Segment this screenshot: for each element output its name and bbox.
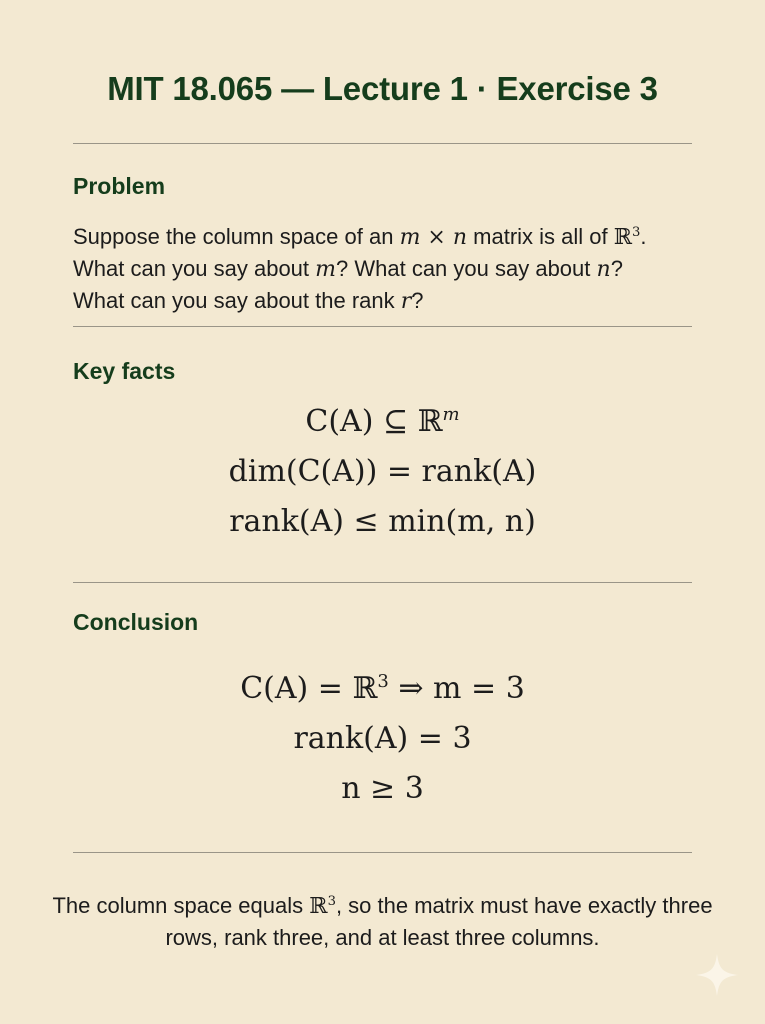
- problem-text-segment: ?: [610, 256, 623, 281]
- divider-top: [73, 143, 692, 144]
- key-fact-equation: rank(A) ≤ min(m, n): [229, 504, 536, 539]
- reals-symbol: ℝ: [613, 225, 633, 250]
- exponent: 3: [327, 894, 336, 910]
- equation-text: C(A) ⊆ ℝ: [305, 404, 443, 439]
- problem-line-3: [73, 285, 713, 317]
- problem-text-segment: What can you say about: [73, 256, 316, 281]
- reals-symbol: ℝ: [309, 894, 328, 919]
- problem-text-segment: ? What can you say about: [336, 256, 597, 281]
- equation-text: C(A) = ℝ: [240, 671, 378, 706]
- problem-text-segment: Suppose the column space of an: [73, 224, 400, 249]
- problem-text-segment: .: [640, 224, 647, 249]
- exponent: m: [442, 404, 460, 426]
- conclusion-heading: Conclusion: [73, 609, 199, 635]
- conclusion-equation: [0, 664, 765, 714]
- var-n: n: [596, 257, 611, 282]
- key-fact-equation: dim(C(A)) = rank(A): [228, 454, 537, 489]
- conclusion-equation: rank(A) = 3: [293, 721, 472, 756]
- problem-text-segment: matrix is all of: [467, 224, 614, 249]
- divider-problem: [73, 326, 692, 327]
- problem-text: [73, 221, 713, 317]
- var-r: r: [400, 289, 412, 314]
- problem-text-segment: ?: [411, 288, 424, 313]
- key-fact-equation: [0, 397, 765, 447]
- times-symbol: ×: [420, 225, 453, 250]
- key-facts-heading: Key facts: [73, 358, 176, 384]
- summary-segment: The column space equals: [52, 893, 310, 918]
- key-facts-equations: [0, 397, 765, 547]
- conclusion-equation: n ≥ 3: [341, 771, 424, 806]
- problem-line-1: [73, 221, 713, 253]
- problem-text-segment: What can you say about the rank: [73, 288, 401, 313]
- page-title: MIT 18.065 — Lecture 1 · Exercise 3: [107, 70, 658, 107]
- var-m: m: [399, 225, 421, 250]
- summary-segment: , so the matrix must have exactly three rows, rank three, and at least three columns.: [165, 893, 713, 950]
- var-n: n: [452, 225, 468, 250]
- conclusion-equations: [0, 664, 765, 814]
- problem-heading: Problem: [73, 173, 166, 199]
- divider-conclusion: [73, 852, 692, 853]
- problem-line-2: [73, 253, 713, 285]
- equation-text: ⇒ m = 3: [388, 671, 525, 706]
- exponent: 3: [377, 671, 389, 693]
- sparkle-icon: [694, 952, 740, 998]
- summary-text: [40, 890, 725, 953]
- divider-key-facts: [73, 582, 692, 583]
- var-m: m: [315, 257, 337, 282]
- exponent: 3: [632, 225, 641, 241]
